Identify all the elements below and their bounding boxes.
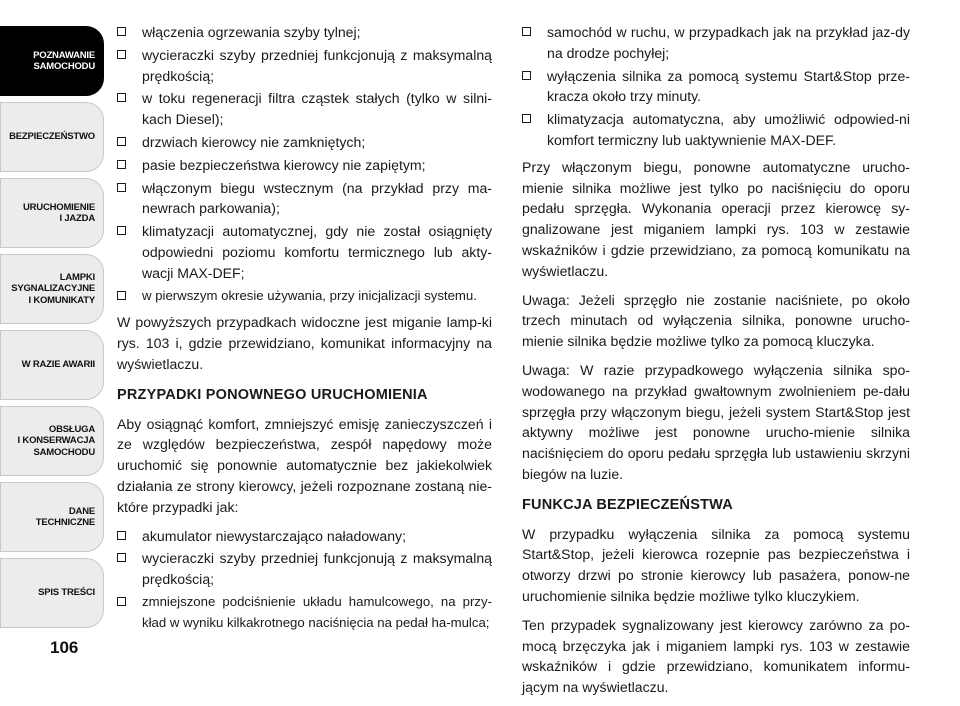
tab-w-razie-awarii[interactable]: W RAZIE AWARII xyxy=(0,330,104,400)
checkbox-bullet-icon xyxy=(117,137,126,146)
tab-obsluga-i-konserwacja[interactable]: OBSŁUGA I KONSERWACJA SAMOCHODU xyxy=(0,406,104,476)
list-item: w toku regeneracji filtra cząstek stałych (tylko w silni-kach Diesel); xyxy=(117,88,492,130)
paragraph: Uwaga: Jeżeli sprzęgło nie zostanie naciśniete, po około trzech minutach od wyłączenia silnika, ponowne urucho-mienie silnika będzie możliwe tylko za pomocą kluczyka. xyxy=(522,291,910,350)
list-item: samochód w ruchu, w przypadkach jak na przykład jaz-dy na drodze pochyłej; xyxy=(522,22,910,64)
paragraph: W przypadku wyłączenia silnika za pomocą systemu Start&Stop, jeżeli kierowca rozepnie pas bezpieczeństwa i otworzy drzwi po stronie kierowcy lub pasażera, ponow-ne uruchomienie silnika będzie możliwe tylko kluczykiem. xyxy=(522,525,910,604)
list-item: zmniejszone podciśnienie układu hamulcowego, na przy-kład w wyniku kilkakrotnego naciśnięcia na pedał ha-mulca; xyxy=(117,592,492,634)
section-heading: FUNKCJA BEZPIECZEŃSTWA xyxy=(522,496,733,513)
tab-spis-tresci[interactable]: SPIS TREŚCI xyxy=(0,558,104,628)
list-item: drzwiach kierowcy nie zamkniętych; xyxy=(117,132,492,153)
section-heading: PRZYPADKI PONOWNEGO URUCHOMIENIA xyxy=(117,386,428,403)
list-item: wyłączenia silnika za pomocą systemu Start&Stop prze-kracza około trzy minuty. xyxy=(522,66,910,108)
checkbox-bullet-icon xyxy=(117,291,126,300)
list-item: klimatyzacji automatycznej, gdy nie został osiągnięty odpowiedni poziomu komfortu termicznego lub akty-wacji MAX-DEF; xyxy=(117,221,492,283)
list-item: akumulator niewystarczająco naładowany; xyxy=(117,526,492,547)
tab-uruchomienie-i-jazda[interactable]: URUCHOMIENIE I JAZDA xyxy=(0,178,104,248)
tab-bezpieczenstwo[interactable]: BEZPIECZEŃSTWO xyxy=(0,102,104,172)
list-item: pasie bezpieczeństwa kierowcy nie zapiętym; xyxy=(117,155,492,176)
checkbox-bullet-icon xyxy=(522,27,531,36)
tab-dane-techniczne[interactable]: DANE TECHNICZNE xyxy=(0,482,104,552)
checkbox-bullet-icon xyxy=(117,50,126,59)
list-item: włączenia ogrzewania szyby tylnej; xyxy=(117,22,492,43)
checkbox-bullet-icon xyxy=(117,183,126,192)
list-item: wycieraczki szyby przedniej funkcjonują z maksymalną prędkością; xyxy=(117,548,492,590)
paragraph: Uwaga: W razie przypadkowego wyłączenia silnika spo-wodowanego na przykład gwałtownym zwolnieniem pe-dału sprzęgła przy włączonym biegu, jeżeli system Start&Stop jest aktywny możliwe jest ponowne urucho-mienie silnika naciśnięciem do oporu pedału sprzęgła lub ustawieniu skrzyni biegów na luzie. xyxy=(522,361,910,482)
paragraph: W powyższych przypadkach widoczne jest miganie lamp-ki rys. 103 i, gdzie przewidziano, komunikat informacyjny na wyświetlaczu. xyxy=(117,314,492,372)
paragraph: Ten przypadek sygnalizowany jest kierowcy zarówno za po-mocą brzęczyka jak i miganiem lampki rys. 103 w zestawie wskaźników i gdzie przewidziano, komunikatem informu-jącym na wyświetlaczu. xyxy=(522,616,910,696)
paragraph: Aby osiągnąć komfort, zmniejszyć emisję zanieczyszczeń i ze względów bezpieczeństwa, zespół napędowy może uruchomić się ponownie automatycznie bez jakiekolwiek działania ze strony kierowcy, jeżeli rozpoznane zostaną nie-które przypadki jak: xyxy=(117,415,492,515)
tab-poznawanie-samochodu[interactable]: POZNAWANIE SAMOCHODU xyxy=(0,26,104,96)
checkbox-bullet-icon xyxy=(117,553,126,562)
page-number: 106 xyxy=(50,638,79,657)
checkbox-bullet-icon xyxy=(117,226,126,235)
checkbox-bullet-icon xyxy=(117,27,126,36)
right-column xyxy=(522,22,910,706)
tab-lampki-sygnalizacyjne[interactable]: LAMPKI SYGNALIZACYJNE I KOMUNIKATY xyxy=(0,254,104,324)
paragraph: Przy włączonym biegu, ponowne automatyczne urucho-mienie silnika możliwe jest tylko po naciśnięciu do oporu pedału sprzęgła. Wykonania operacji przez kierowcę sy-gnalizowane jest miganiem lampki rys. 103 w zestawie wskaźników i gdzie przewidziano, za pomocą komunikatu na wyświetlaczu. xyxy=(522,158,910,279)
checkbox-bullet-icon xyxy=(522,114,531,123)
checkbox-bullet-icon xyxy=(117,93,126,102)
list-item: klimatyzacja automatyczna, aby umożliwić odpowied-ni komfort termiczny lub uaktywnienie MAX-DEF. xyxy=(522,109,910,151)
list-item: w pierwszym okresie używania, przy inicjalizacji systemu. xyxy=(117,286,492,307)
chapter-tabs-sidebar xyxy=(0,0,104,640)
left-column xyxy=(117,22,492,636)
checkbox-bullet-icon xyxy=(117,597,126,606)
checkbox-bullet-icon xyxy=(117,531,126,540)
list-item: włączonym biegu wstecznym (na przykład przy ma-newrach parkowania); xyxy=(117,178,492,220)
list-item: wycieraczki szyby przedniej funkcjonują z maksymalną prędkością; xyxy=(117,45,492,87)
checkbox-bullet-icon xyxy=(117,160,126,169)
checkbox-bullet-icon xyxy=(522,71,531,80)
